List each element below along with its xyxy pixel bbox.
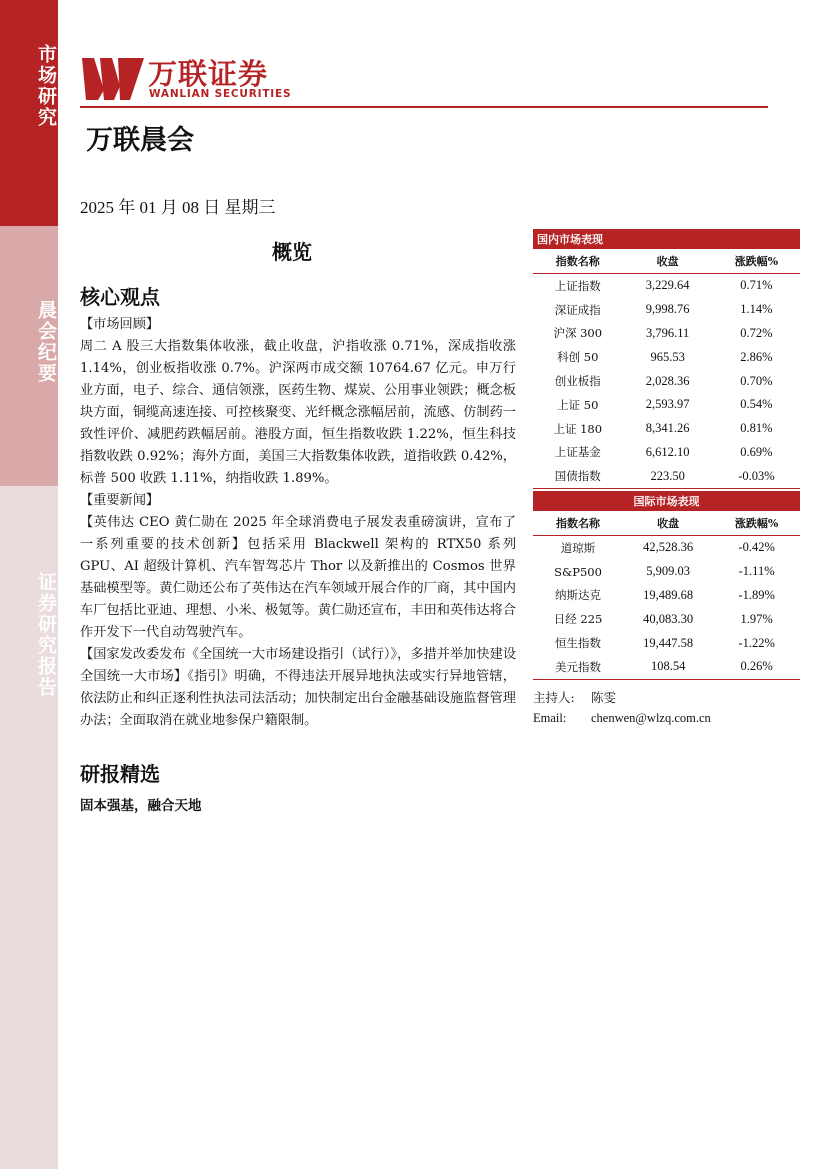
table-row [533,345,800,369]
international-market-table [533,491,800,680]
index-name-cell: 深证成指 [554,302,601,317]
report-date: 2025 年 01 月 08 日 星期三 [80,198,276,217]
header-divider [80,106,768,108]
index-name-cell: 科创 50 [557,350,599,365]
table-header: 收盘 [623,249,713,274]
table-header: 指数名称 [533,249,623,274]
change-pct-cell: 0.72% [740,325,773,340]
table-row [533,560,800,584]
table-header: 收盘 [623,511,713,536]
change-pct-cell: 1.97% [740,611,773,626]
change-pct-cell: 1.14% [740,302,773,317]
index-name-cell: 美元指数 [533,655,623,679]
sidebar-label-research-report: 证券研究报告 [35,572,57,698]
overview-heading: 概览 [272,240,312,264]
close-value-cell: 3,796.11 [646,325,690,340]
close-value-cell: 2,593.97 [645,397,690,412]
close-value-cell: 108.54 [623,655,713,679]
news-item-2 [80,644,516,732]
index-name-cell: 上证基金 [554,445,601,460]
table-row [533,274,800,298]
table-row [533,369,800,393]
table-header: 涨跌幅% [713,249,800,274]
core-viewpoints-body [80,314,516,732]
change-pct-cell: 0.71% [740,278,773,293]
change-pct-cell: -1.11% [738,564,775,579]
table-row [533,655,800,679]
research-picks-subtitle: 固本强基，融合天地 [80,798,202,814]
close-value-cell: 223.50 [623,464,713,488]
index-name-cell: 日经 225 [553,612,603,627]
table-row [533,464,800,488]
table-row [533,417,800,441]
close-value-cell: 8,341.26 [645,421,690,436]
market-review-tag: 【市场回顾】 [80,317,160,332]
news-item-1-body: 包括采用 Blackwell 架构的 RTX50 系列 GPU、AI 超级计算机、汽车智驾芯片 Thor 以及新推出的 Cosmos 世界基础模型等。黄仁勋还公布了英伟达在汽车领域开展合作的厂商，其中国内车厂包括比亚迪、理想、小米、极氪等。黄仁勋还宣布，丰田和英伟达将合作开发下一代自动驾驶汽车。 [80,537,517,640]
change-pct-cell: 0.81% [740,421,773,436]
index-name-cell: 纳斯达克 [555,588,602,603]
index-name-cell: 上证 180 [553,421,603,436]
index-name-cell: 上证指数 [554,278,601,293]
company-logo [82,52,312,104]
host-name: 陈雯 [591,690,617,705]
news-item-2-body: 《指引》明确，不得违法开展异地执法或实行异地管辖，依法防止和纠正逐利性执法司法活动；加快制定出台金融基础设施监督管理办法；全面取消在就业地参保户籍限制。 [80,669,516,728]
core-viewpoints-heading: 核心观点 [80,285,160,309]
close-value-cell: 3,229.64 [645,278,690,293]
index-name-cell: 创业板指 [554,374,601,389]
email-line [533,711,711,726]
email-address[interactable]: chenwen@wlzq.com.cn [591,711,711,725]
table-row [533,441,800,465]
index-name-cell: 道琼斯 [560,540,596,555]
table-row [533,607,800,631]
news-item-2-head: 【国家发改委发布《全国统一大市场建设指引（试行）》，多措并举加快建设全国统一大市场】 [80,647,516,684]
change-pct-cell: -0.42% [738,540,775,555]
news-item-1 [80,512,516,644]
index-name-cell: 国债指数 [533,464,623,488]
close-value-cell: 2,028.36 [645,373,690,388]
close-value-cell: 42,528.36 [643,540,694,555]
research-picks-heading: 研报精选 [80,762,160,786]
international-table-title: 国际市场表现 [533,491,800,511]
change-pct-cell: -1.22% [738,635,775,650]
wanlian-logo-icon [82,56,144,102]
close-value-cell: 9,998.76 [645,302,690,317]
change-pct-cell: -1.89% [738,587,775,602]
table-header: 涨跌幅% [713,511,800,536]
change-pct-cell: 0.70% [740,373,773,388]
close-value-cell: 19,489.68 [643,587,694,602]
news-tag: 【重要新闻】 [80,493,160,508]
logo-english-name: WANLIAN SECURITIES [149,88,292,100]
table-row [533,536,800,560]
table-row [533,584,800,608]
close-value-cell: 6,612.10 [645,444,690,459]
table-header: 指数名称 [533,511,623,536]
domestic-market-table [533,229,800,489]
news-item-1-head: 【英伟达 CEO 黄仁勋在 2025 年全球消费电子展发表重磅演讲，宣布了一系列重要的技术创新】 [80,515,516,552]
close-value-cell: 40,083.30 [643,611,694,626]
table-row [533,631,800,655]
host-label: 主持人: [533,690,575,705]
change-pct-cell: 2.86% [740,349,773,364]
close-value-cell: 5,909.03 [646,564,691,579]
domestic-table-title: 国内市场表现 [533,229,800,249]
email-label: Email: [533,711,567,725]
change-pct-cell: 0.69% [740,444,773,459]
report-title: 万联晨会 [86,125,194,156]
close-value-cell: 965.53 [650,349,685,364]
table-row [533,393,800,417]
host-line [533,688,616,706]
index-name-cell: 恒生指数 [555,636,602,651]
close-value-cell: 19,447.58 [643,635,694,650]
sidebar-label-market-research: 市场研究 [35,44,57,128]
logo-chinese-name: 万联证券 [148,57,269,91]
sidebar [0,0,58,1169]
change-pct-cell: 0.26% [713,655,800,679]
market-review-text: 周二 A 股三大指数集体收涨，截止收盘，沪指收涨 0.71%，深成指收涨 1.14%，创业板指收涨 0.7%。沪深两市成交额 10764.67 亿元。申万行业方面，电子、综合、通信领涨，医药生物、煤炭、公用事业领跌；概念板块方面，铜缆高速连接、可控核聚变、光纤概念涨幅居前，流感、仿制药一致性评价、减肥药跌幅居前。港股方面，恒生指数收跌 1.22%，恒生科技指数收跌 0.92%；海外方面，美国三大指数集体收跌，道指收跌 0.42%，标普 500 收跌 1.11%，纳指收跌 1.89%。 [80,339,516,486]
change-pct-cell: 0.54% [740,397,773,412]
index-name-cell: 沪深 300 [553,326,603,341]
table-row [533,322,800,346]
index-name-cell: 上证 50 [557,397,599,412]
change-pct-cell: -0.03% [713,464,800,488]
index-name-cell: S&P500 [554,564,602,579]
sidebar-label-morning-notes: 晨会纪要 [35,300,57,384]
table-row [533,298,800,322]
